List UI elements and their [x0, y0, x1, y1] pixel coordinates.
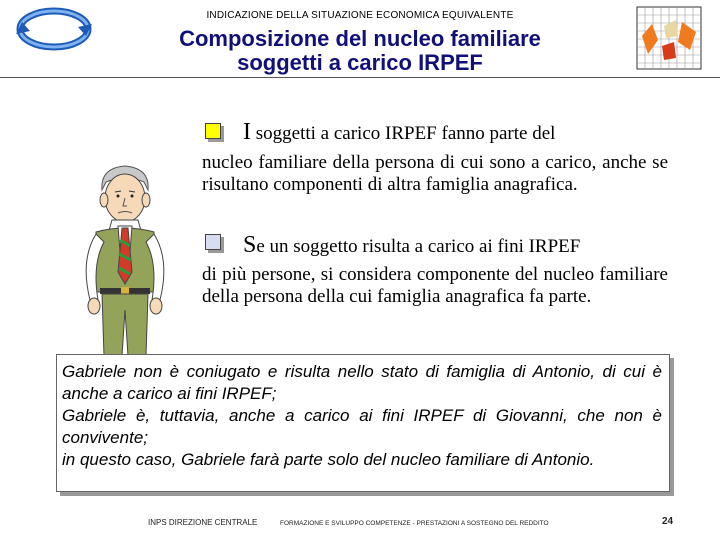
- header-caption: INDICAZIONE DELLA SITUAZIONE ECONOMICA EQUIVALENTE: [206, 10, 514, 21]
- example-line-1: Gabriele non è coniugato e risulta nello stato di famiglia di Antonio, di cui è anche a carico ai fini IRPEF;: [62, 362, 662, 403]
- bullet-1-first-line: [243, 119, 668, 146]
- man-cartoon-illustration: [70, 160, 180, 360]
- bullet-2-lead-text: e un soggetto risulta a carico ai fini IRPEF: [256, 236, 581, 257]
- slide-title: [80, 27, 640, 75]
- page-number: 24: [662, 516, 674, 527]
- title-line-2: soggetti a carico IRPEF: [237, 50, 483, 75]
- bullet-square-icon: [205, 123, 221, 139]
- footer-left-text: INPS DIREZIONE CENTRALE: [148, 518, 258, 527]
- bullet-2-body: di più persone, si considera componente del nucleo familiare della persona della cui famiglia anagrafica fa parte.: [202, 264, 668, 307]
- bullet-1-body: nucleo familiare della persona di cui sono a carico, anche se risultano componenti di altra famiglia anagrafica.: [202, 152, 668, 195]
- bullet-1-initial: I: [243, 119, 251, 145]
- footer-middle-text: FORMAZIONE E SVILUPPO COMPETENZE - PRESTAZIONI A SOSTEGNO DEL REDDITO: [280, 520, 549, 527]
- example-box: [56, 354, 670, 492]
- example-line-3: in questo caso, Gabriele farà parte solo del nucleo familiare di Antonio.: [62, 450, 595, 469]
- title-line-1: Composizione del nucleo familiare: [179, 26, 541, 51]
- bullet-1-lead-text: soggetti a carico IRPEF fanno parte del: [251, 123, 556, 144]
- bullet-2-first-line: [243, 232, 668, 259]
- puzzle-grid-logo: [636, 6, 702, 70]
- bullet-2-initial: S: [243, 232, 257, 258]
- bullet-square-icon: [205, 234, 221, 250]
- example-line-2: Gabriele è, tuttavia, anche a carico ai fini IRPEF di Giovanni, che non è convivente;: [62, 406, 662, 447]
- header-divider: [0, 77, 720, 78]
